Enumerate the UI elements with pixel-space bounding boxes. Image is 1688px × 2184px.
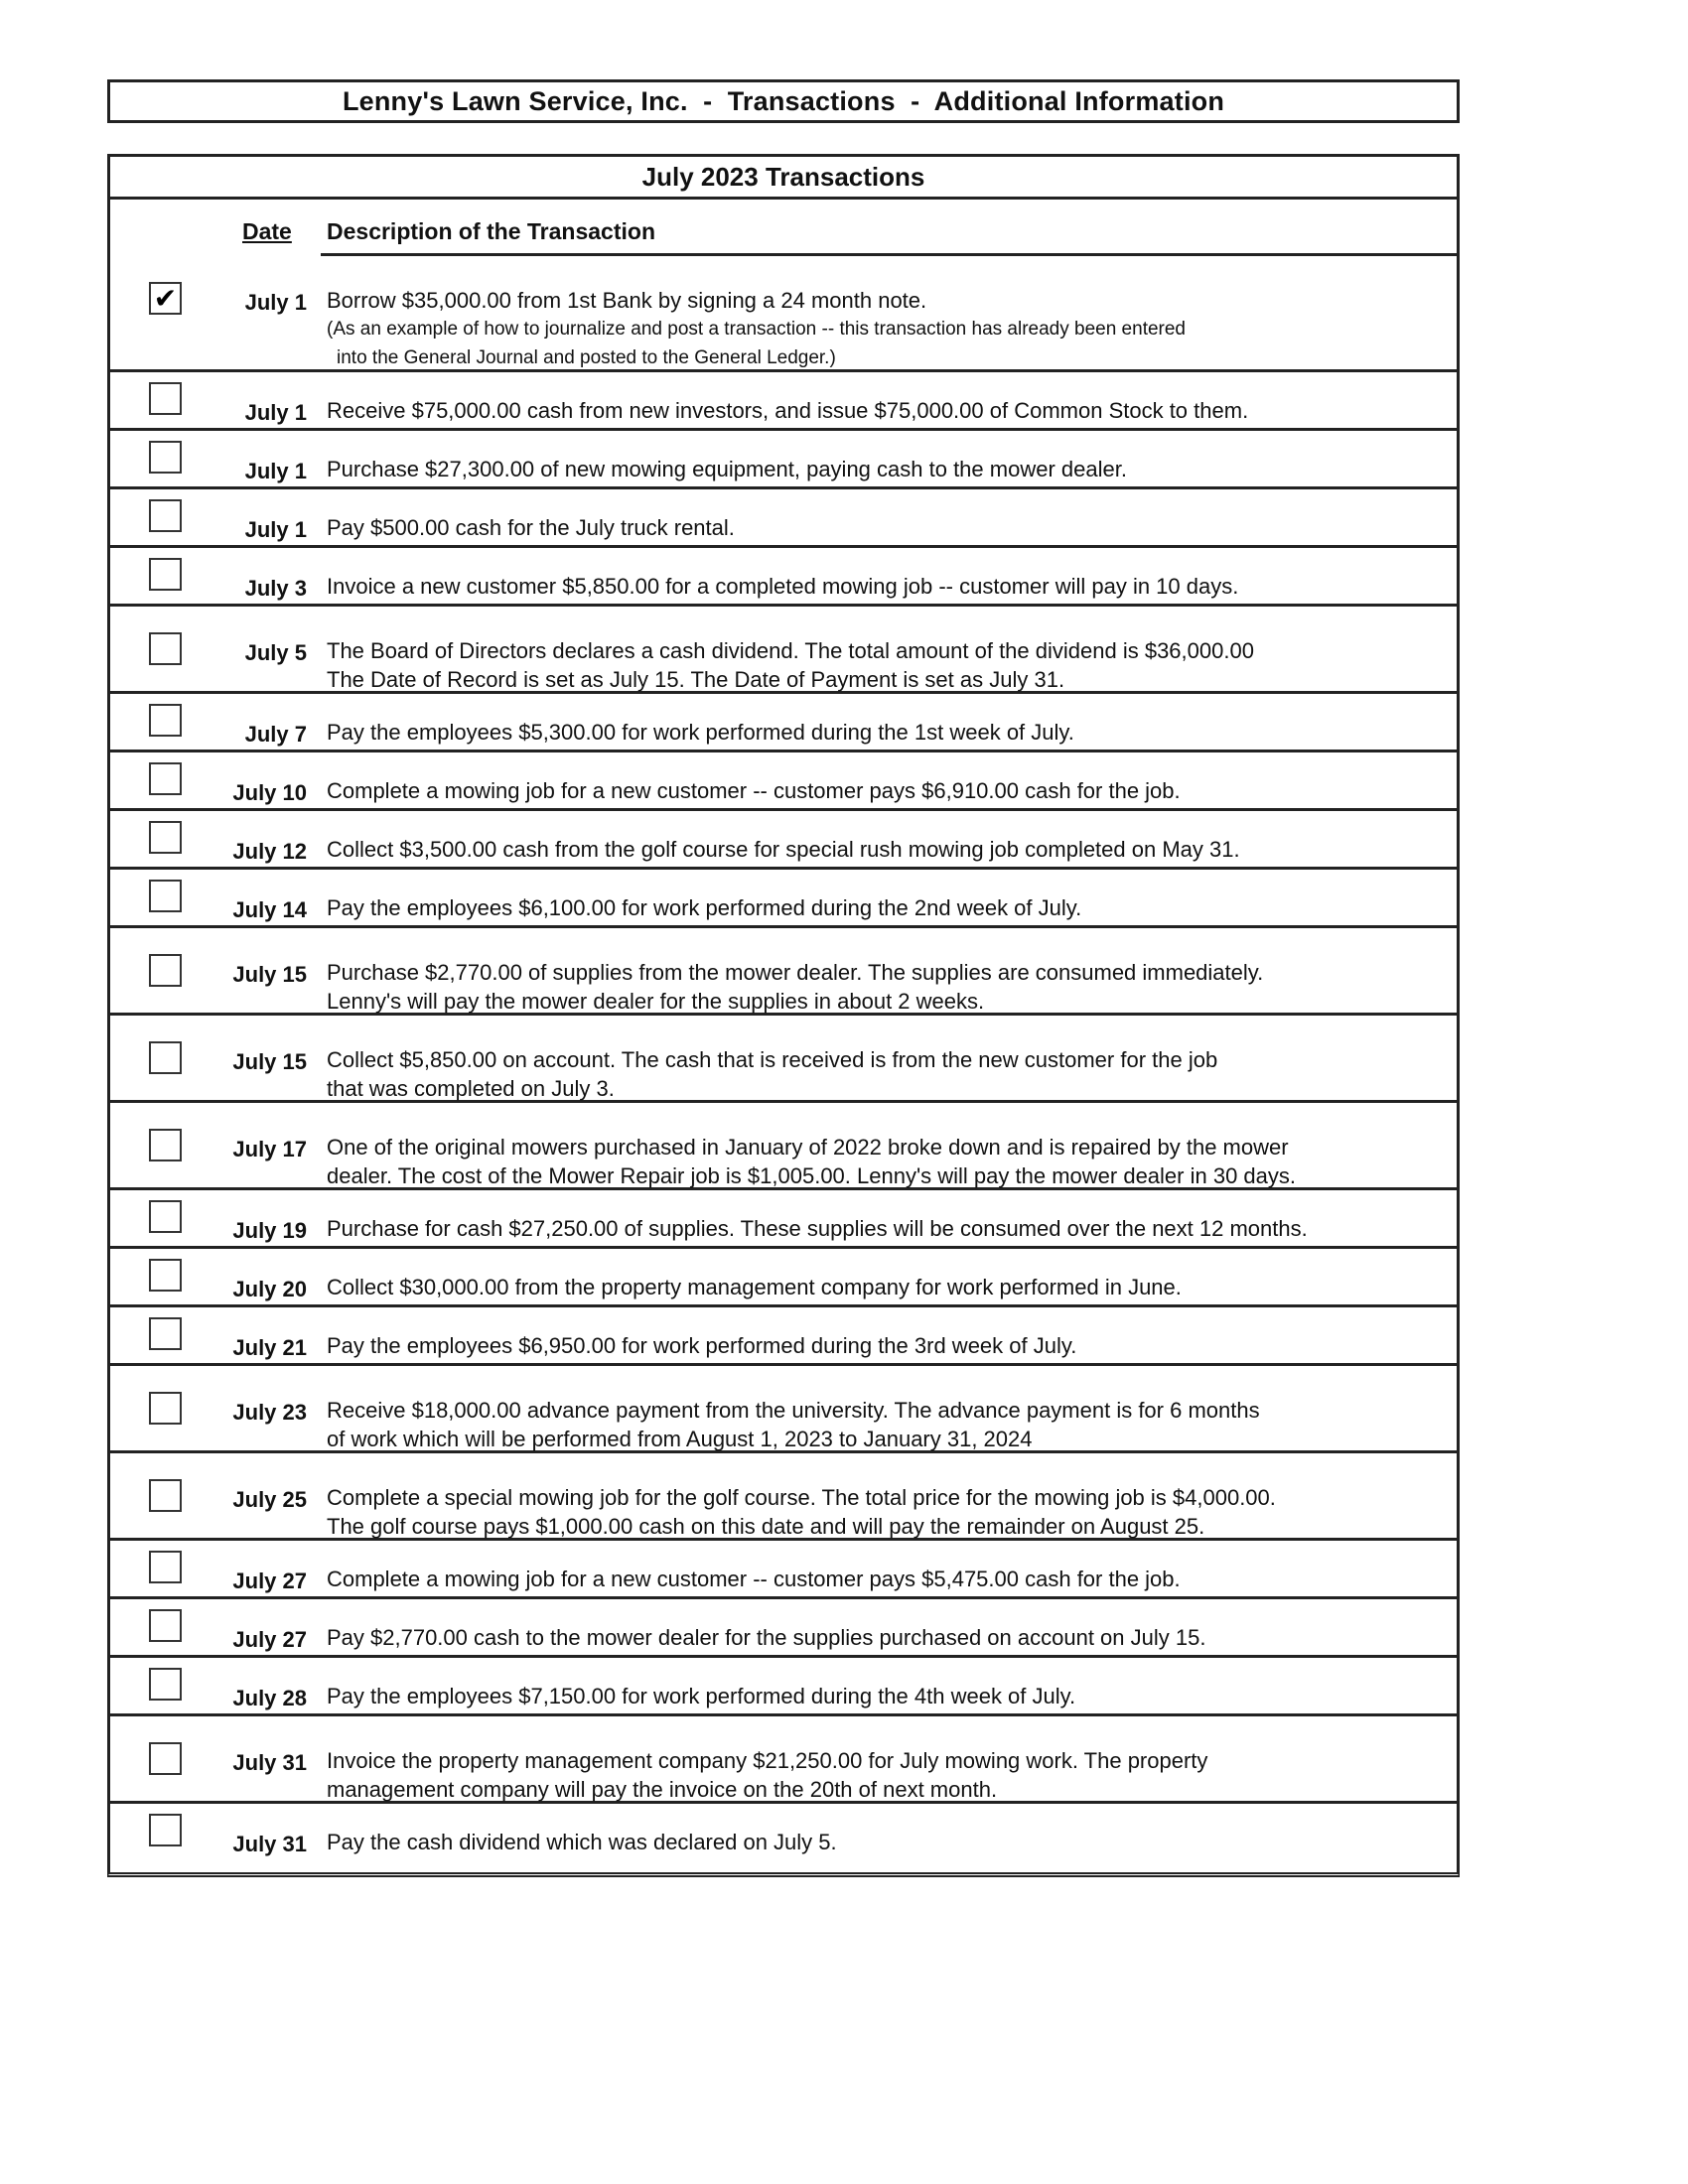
transaction-row bbox=[110, 1190, 1457, 1249]
transaction-description bbox=[327, 1682, 1437, 1710]
transaction-description bbox=[327, 1045, 1437, 1103]
description-line: Receive $75,000.00 cash from new investors, and issue $75,000.00 of Common Stock to them. bbox=[327, 398, 1249, 423]
transaction-date: July 27 bbox=[232, 1627, 307, 1652]
transaction-date: July 23 bbox=[232, 1400, 307, 1425]
transaction-checkbox[interactable] bbox=[149, 1609, 182, 1642]
description-line: Pay $500.00 cash for the July truck rental. bbox=[327, 515, 735, 540]
transaction-row bbox=[110, 1541, 1457, 1599]
description-line: dealer. The cost of the Mower Repair job is $1,005.00. Lenny's will pay the mower dealer in 30 days. bbox=[327, 1163, 1297, 1188]
transaction-date: July 20 bbox=[232, 1277, 307, 1301]
transaction-date: July 15 bbox=[232, 1049, 307, 1074]
transaction-row bbox=[110, 811, 1457, 870]
transaction-checkbox[interactable] bbox=[149, 1551, 182, 1583]
transaction-checkbox[interactable] bbox=[149, 704, 182, 737]
transaction-description bbox=[327, 776, 1437, 805]
transaction-date: July 1 bbox=[244, 290, 307, 315]
transaction-row bbox=[110, 1307, 1457, 1366]
transaction-checkbox[interactable] bbox=[149, 1259, 182, 1292]
description-line: Invoice a new customer $5,850.00 for a completed mowing job -- customer will pay in 10 days. bbox=[327, 574, 1239, 599]
description-line: Pay $2,770.00 cash to the mower dealer for the supplies purchased on account on July 15. bbox=[327, 1625, 1206, 1650]
transaction-row bbox=[110, 489, 1457, 548]
transaction-row bbox=[110, 1366, 1457, 1453]
description-line: Pay the employees $7,150.00 for work performed during the 4th week of July. bbox=[327, 1684, 1076, 1708]
transaction-date: July 7 bbox=[244, 722, 307, 747]
description-line: Collect $5,850.00 on account. The cash that is received is from the new customer for the job bbox=[327, 1047, 1218, 1072]
transaction-checkbox[interactable] bbox=[149, 499, 182, 532]
description-line: management company will pay the invoice on the 20th of next month. bbox=[327, 1777, 998, 1802]
transaction-date: July 31 bbox=[232, 1750, 307, 1775]
transaction-description bbox=[327, 636, 1437, 694]
transaction-row bbox=[110, 1658, 1457, 1716]
transaction-row bbox=[110, 1103, 1457, 1190]
transaction-row bbox=[110, 1453, 1457, 1541]
description-line: of work which will be performed from August 1, 2023 to January 31, 2024 bbox=[327, 1427, 1033, 1451]
transaction-date: July 27 bbox=[232, 1569, 307, 1593]
transaction-row bbox=[110, 1249, 1457, 1307]
transaction-description bbox=[327, 893, 1437, 922]
transaction-description bbox=[327, 1396, 1437, 1453]
transaction-row bbox=[110, 694, 1457, 752]
description-line: Purchase $27,300.00 of new mowing equipment, paying cash to the mower dealer. bbox=[327, 457, 1127, 481]
transaction-description bbox=[327, 1565, 1437, 1593]
transaction-checkbox[interactable] bbox=[149, 1479, 182, 1512]
transaction-date: July 28 bbox=[232, 1686, 307, 1710]
transaction-row bbox=[110, 928, 1457, 1016]
transaction-row bbox=[110, 1804, 1457, 1862]
description-line: The Board of Directors declares a cash dividend. The total amount of the dividend is $36,000.00 bbox=[327, 638, 1254, 663]
description-note: (As an example of how to journalize and post a transaction -- this transaction has already been entered bbox=[327, 319, 1187, 340]
transaction-date: July 31 bbox=[232, 1832, 307, 1856]
section-title: July 2023 Transactions bbox=[110, 157, 1457, 200]
transaction-row bbox=[110, 1716, 1457, 1804]
transaction-checkbox[interactable] bbox=[149, 558, 182, 591]
transaction-row bbox=[110, 607, 1457, 694]
description-line: Pay the employees $5,300.00 for work performed during the 1st week of July. bbox=[327, 720, 1074, 745]
transaction-checkbox[interactable] bbox=[149, 762, 182, 795]
checkmark-icon: ✔ bbox=[153, 282, 178, 314]
transaction-checkbox[interactable] bbox=[149, 1317, 182, 1350]
transaction-checkbox[interactable] bbox=[149, 632, 182, 665]
description-line: Complete a mowing job for a new customer -- customer pays $5,475.00 cash for the job. bbox=[327, 1567, 1181, 1591]
page-title: Lenny's Lawn Service, Inc. - Transactions - Additional Information bbox=[107, 79, 1460, 123]
transaction-checkbox[interactable] bbox=[149, 1668, 182, 1701]
transaction-row bbox=[110, 256, 1457, 372]
transaction-row bbox=[110, 752, 1457, 811]
transaction-date: July 25 bbox=[232, 1487, 307, 1512]
transaction-row bbox=[110, 1016, 1457, 1103]
date-column-header: Date bbox=[242, 218, 292, 244]
transaction-checkbox[interactable] bbox=[149, 880, 182, 912]
transaction-row bbox=[110, 870, 1457, 928]
transaction-checkbox[interactable] bbox=[149, 821, 182, 854]
description-column-header: Description of the Transaction bbox=[327, 218, 655, 244]
transaction-checkbox[interactable] bbox=[149, 1200, 182, 1233]
description-line: Purchase $2,770.00 of supplies from the mower dealer. The supplies are consumed immediately. bbox=[327, 960, 1264, 985]
transaction-checkbox[interactable] bbox=[149, 1129, 182, 1161]
transaction-date: July 17 bbox=[232, 1137, 307, 1161]
transaction-checkbox[interactable] bbox=[149, 1041, 182, 1074]
transaction-date: July 15 bbox=[232, 962, 307, 987]
transaction-description bbox=[327, 286, 1437, 372]
transaction-description bbox=[327, 1331, 1437, 1360]
transaction-row bbox=[110, 1599, 1457, 1658]
transaction-checkbox[interactable] bbox=[149, 1742, 182, 1775]
transaction-checkbox[interactable] bbox=[149, 382, 182, 415]
transaction-checkbox[interactable] bbox=[149, 1814, 182, 1846]
transaction-description bbox=[327, 1273, 1437, 1301]
transaction-description bbox=[327, 1133, 1437, 1190]
description-line: Invoice the property management company $21,250.00 for July mowing work. The property bbox=[327, 1748, 1208, 1773]
transaction-list bbox=[110, 256, 1457, 1862]
column-header bbox=[110, 200, 1457, 256]
transaction-row bbox=[110, 548, 1457, 607]
transaction-description bbox=[327, 513, 1437, 542]
transaction-description bbox=[327, 1214, 1437, 1243]
transaction-date: July 1 bbox=[244, 517, 307, 542]
transaction-checkbox[interactable] bbox=[149, 282, 182, 315]
description-line: Borrow $35,000.00 from 1st Bank by signing a 24 month note. bbox=[327, 288, 927, 313]
transaction-row bbox=[110, 372, 1457, 431]
transaction-date: July 5 bbox=[244, 640, 307, 665]
description-line: Collect $3,500.00 cash from the golf course for special rush mowing job completed on May 31. bbox=[327, 837, 1240, 862]
transaction-description bbox=[327, 835, 1437, 864]
transaction-checkbox[interactable] bbox=[149, 1392, 182, 1425]
transaction-description bbox=[327, 958, 1437, 1016]
transaction-description bbox=[327, 1623, 1437, 1652]
transaction-checkbox[interactable] bbox=[149, 441, 182, 474]
description-line: Lenny's will pay the mower dealer for the supplies in about 2 weeks. bbox=[327, 989, 985, 1014]
transaction-date: July 12 bbox=[232, 839, 307, 864]
description-note: into the General Journal and posted to the General Ledger.) bbox=[337, 347, 836, 368]
transaction-date: July 1 bbox=[244, 400, 307, 425]
transaction-description bbox=[327, 572, 1437, 601]
transaction-description bbox=[327, 1828, 1437, 1856]
transaction-row bbox=[110, 431, 1457, 489]
description-line: One of the original mowers purchased in January of 2022 broke down and is repaired by the mower bbox=[327, 1135, 1289, 1160]
transactions-table bbox=[107, 154, 1460, 1877]
description-line: The Date of Record is set as July 15. The Date of Payment is set as July 31. bbox=[327, 667, 1065, 692]
description-line: that was completed on July 3. bbox=[327, 1076, 615, 1101]
transaction-date: July 19 bbox=[232, 1218, 307, 1243]
description-line: Purchase for cash $27,250.00 of supplies. These supplies will be consumed over the next 12 months. bbox=[327, 1216, 1308, 1241]
description-line: Pay the cash dividend which was declared on July 5. bbox=[327, 1830, 837, 1854]
transaction-description bbox=[327, 1746, 1437, 1804]
description-line: Receive $18,000.00 advance payment from the university. The advance payment is for 6 months bbox=[327, 1398, 1260, 1423]
transaction-date: July 1 bbox=[244, 459, 307, 483]
description-line: Pay the employees $6,950.00 for work performed during the 3rd week of July. bbox=[327, 1333, 1077, 1358]
description-line: Pay the employees $6,100.00 for work performed during the 2nd week of July. bbox=[327, 895, 1082, 920]
transaction-description bbox=[327, 1483, 1437, 1541]
transaction-date: July 10 bbox=[232, 780, 307, 805]
transaction-date: July 21 bbox=[232, 1335, 307, 1360]
transaction-description bbox=[327, 718, 1437, 747]
transaction-description bbox=[327, 396, 1437, 425]
description-line: Complete a mowing job for a new customer -- customer pays $6,910.00 cash for the job. bbox=[327, 778, 1181, 803]
transaction-date: July 14 bbox=[232, 897, 307, 922]
description-line: The golf course pays $1,000.00 cash on this date and will pay the remainder on August 25. bbox=[327, 1514, 1205, 1539]
transaction-date: July 3 bbox=[244, 576, 307, 601]
transaction-checkbox[interactable] bbox=[149, 954, 182, 987]
description-line: Collect $30,000.00 from the property management company for work performed in June. bbox=[327, 1275, 1182, 1299]
transaction-description bbox=[327, 455, 1437, 483]
description-line: Complete a special mowing job for the golf course. The total price for the mowing job is $4,000.00. bbox=[327, 1485, 1276, 1510]
